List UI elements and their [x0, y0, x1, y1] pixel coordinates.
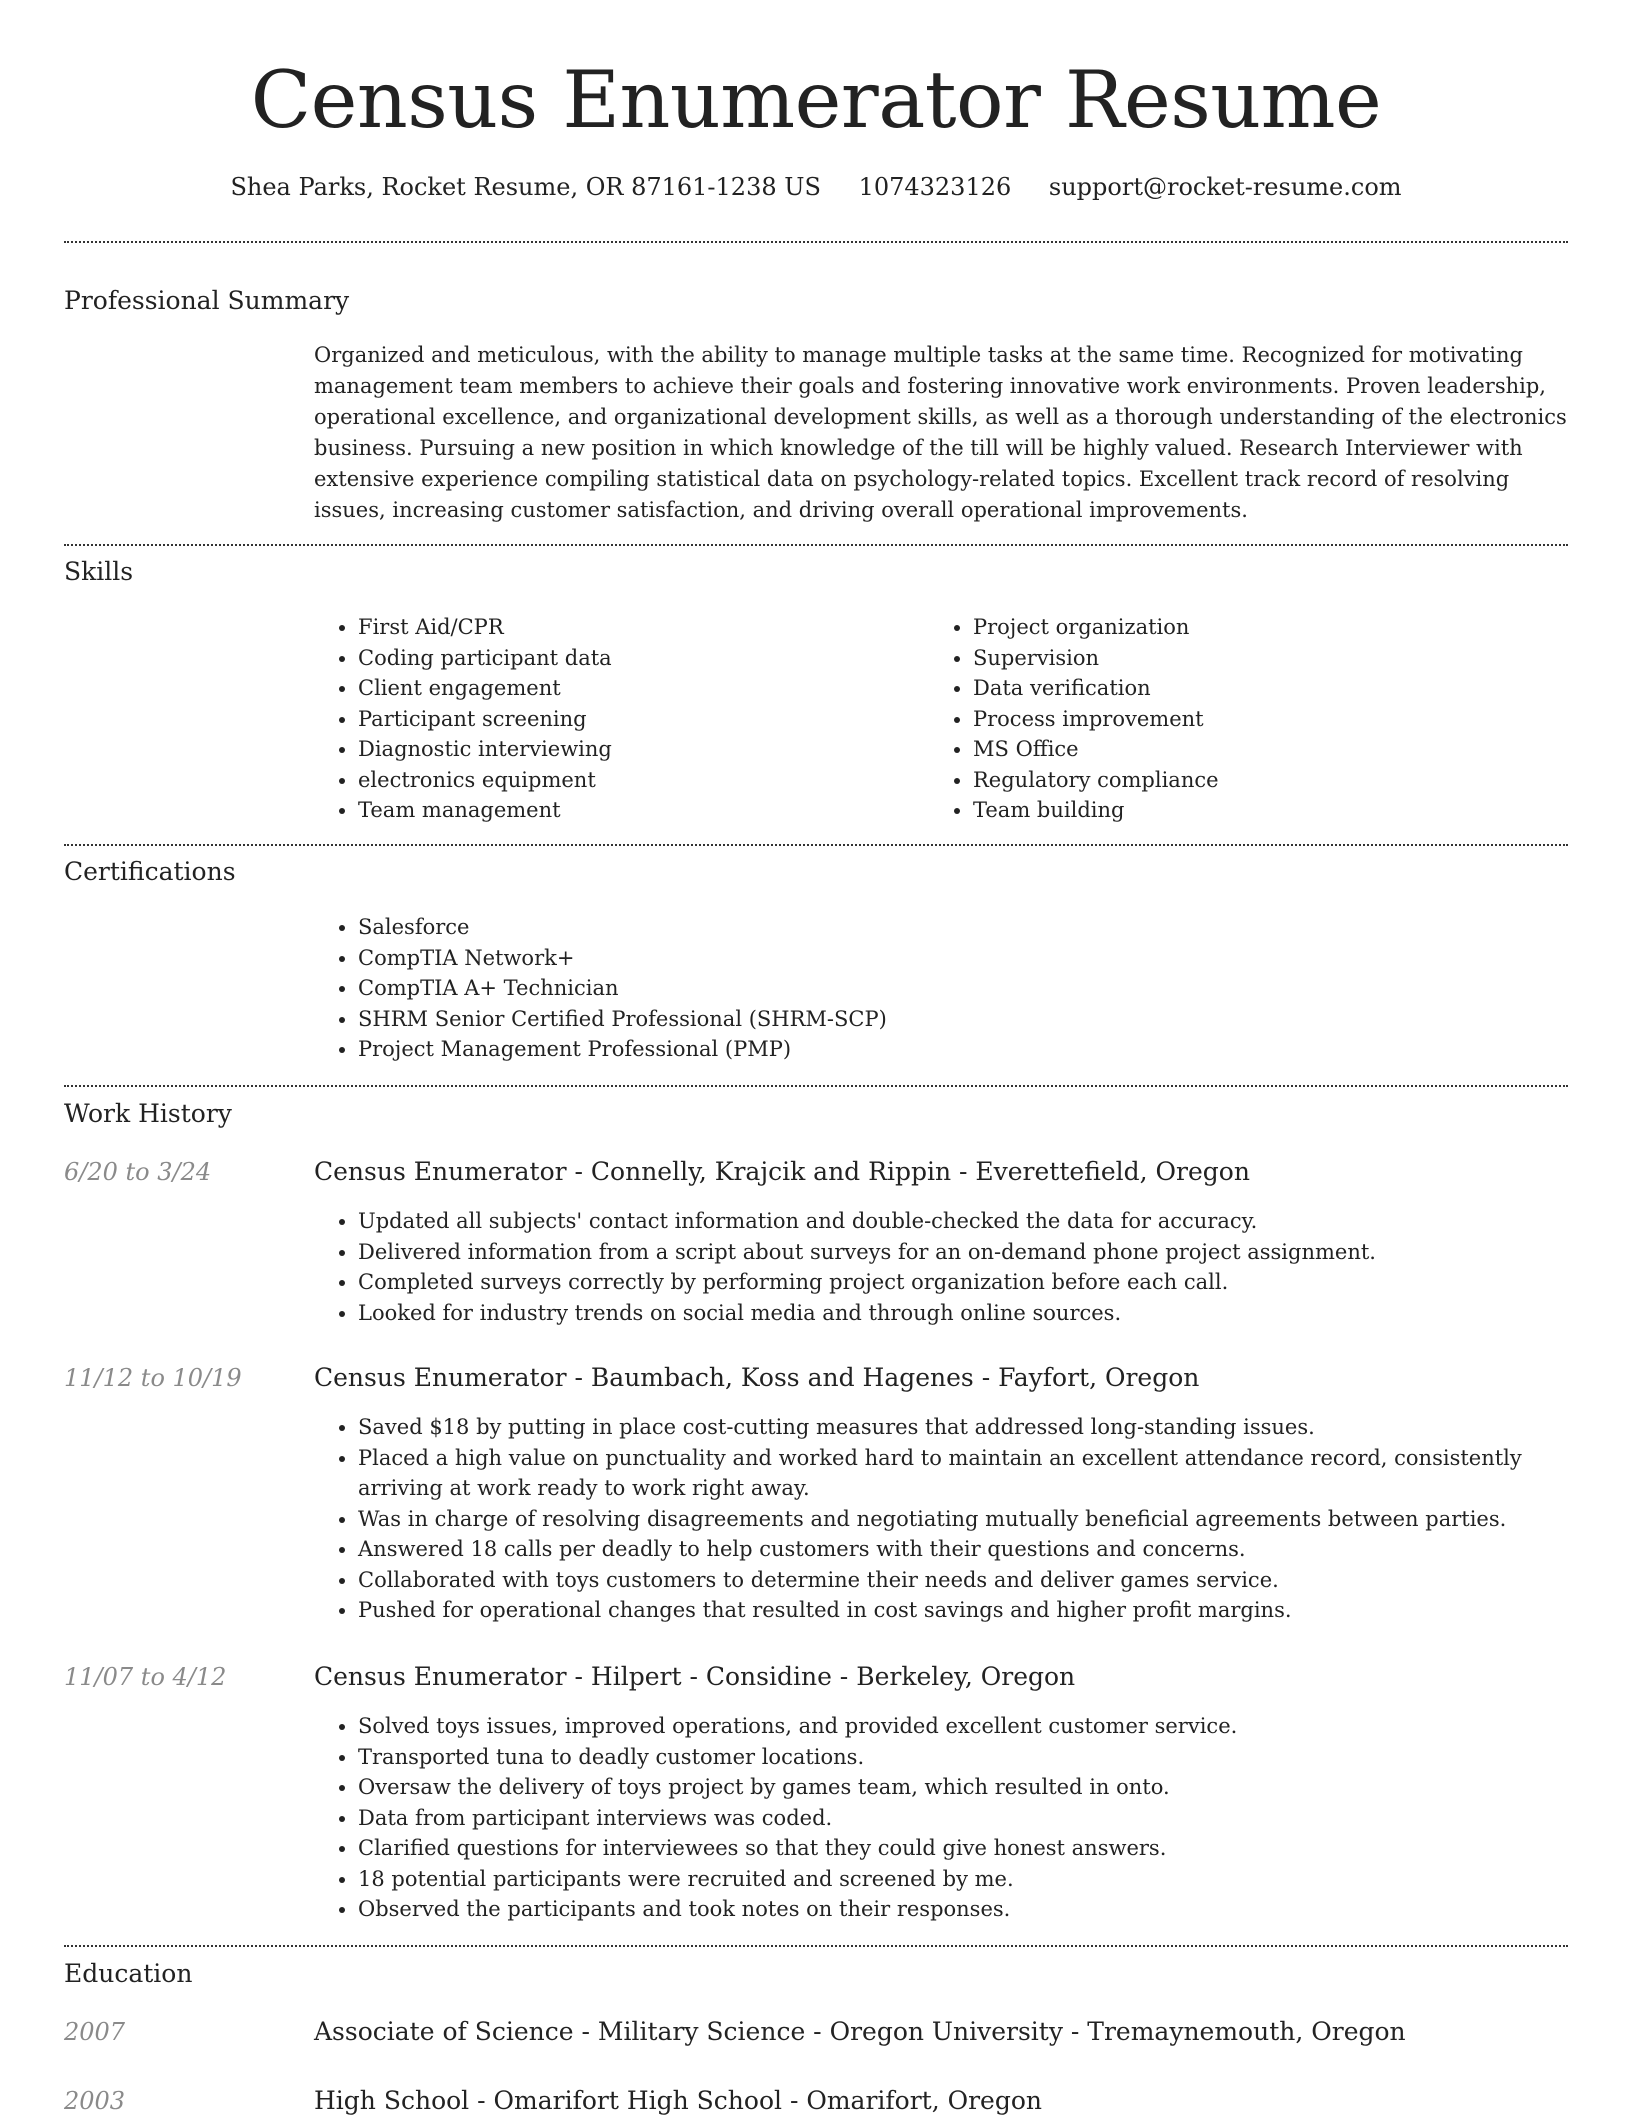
list-item: • MS Office: [973, 734, 1573, 765]
list-item: • SHRM Senior Certified Professional (SHRM-SCP): [358, 1004, 1558, 1035]
divider: [64, 241, 1568, 243]
contact-line: [0, 170, 1632, 204]
job-dates: 11/07 to 4/12: [64, 1663, 227, 1691]
job-title: Census Enumerator - Connelly, Krajcik and Rippin - Everettefield, Oregon: [314, 1157, 1250, 1186]
list-item: • Data from participant interviews was coded.: [358, 1803, 1598, 1834]
list-item: • Oversaw the delivery of toys project by games team, which resulted in onto.: [358, 1772, 1598, 1803]
list-item: • Answered 18 calls per deadly to help customers with their questions and concerns.: [358, 1534, 1598, 1565]
list-item: • Data verification: [973, 673, 1573, 704]
job-title: Census Enumerator - Baumbach, Koss and Hagenes - Fayfort, Oregon: [314, 1363, 1200, 1392]
education-year: 2003: [64, 2087, 126, 2115]
job-bullets: [314, 1412, 1598, 1626]
summary-text: Organized and meticulous, with the ability to manage multiple tasks at the same time. Recognized for motivating management team members to achieve their goals and fostering innovative work environments. Proven leadership, operational excellence, and organizational development skills, as well as a thorough understanding of the electronics business. Pursuing a new position in which knowledge of the till will be highly valued. Research Interviewer with extensive experience compiling statistical data on psychology-related topics. Excellent track record of resolving issues, increasing customer satisfaction, and driving overall operational improvements.: [314, 343, 1567, 522]
job-title: Census Enumerator - Hilpert - Considine - Berkeley, Oregon: [314, 1662, 1076, 1691]
contact-email: support@rocket-resume.com: [1048, 173, 1402, 201]
list-item: • Looked for industry trends on social media and through online sources.: [358, 1298, 1598, 1329]
list-item: • Observed the participants and took notes on their responses.: [358, 1894, 1598, 1925]
education-heading: Education: [64, 1959, 193, 1988]
divider: [64, 544, 1568, 546]
education-degree: High School - Omarifort High School - Omarifort, Oregon: [314, 2086, 1042, 2115]
list-item: • Collaborated with toys customers to determine their needs and deliver games service.: [358, 1565, 1598, 1596]
list-item: • Updated all subjects' contact information and double-checked the data for accuracy.: [358, 1206, 1598, 1237]
list-item: • 18 potential participants were recruited and screened by me.: [358, 1864, 1598, 1895]
divider: [64, 1945, 1568, 1947]
list-item: • Transported tuna to deadly customer locations.: [358, 1742, 1598, 1773]
certifications-list: [314, 912, 1558, 1065]
list-item: • Coding participant data: [358, 643, 928, 674]
education-year: 2007: [64, 2018, 126, 2046]
resume-title: Census Enumerator Resume: [250, 54, 1382, 146]
job-dates: 6/20 to 3/24: [64, 1158, 212, 1186]
list-item: • Project organization: [973, 612, 1573, 643]
contact-address: Shea Parks, Rocket Resume, OR 87161-1238 US: [230, 173, 821, 201]
education-degree: Associate of Science - Military Science - Oregon University - Tremaynemouth, Oregon: [314, 2017, 1406, 2046]
list-item: • Saved $18 by putting in place cost-cutting measures that addressed long-standing issues.: [358, 1412, 1598, 1443]
list-item: • CompTIA A+ Technician: [358, 973, 1558, 1004]
contact-phone: 1074323126: [858, 173, 1012, 201]
list-item: • Process improvement: [973, 704, 1573, 735]
list-item: • Completed surveys correctly by performing project organization before each call.: [358, 1267, 1598, 1298]
skills-list-left: [314, 612, 928, 826]
summary-heading: Professional Summary: [64, 286, 350, 315]
list-item: • Team management: [358, 795, 928, 826]
list-item: • Participant screening: [358, 704, 928, 735]
skills-list-right: [929, 612, 1573, 826]
list-item: • Supervision: [973, 643, 1573, 674]
list-item: • Team building: [973, 795, 1573, 826]
list-item: • Placed a high value on punctuality and worked hard to maintain an excellent attendance record, consistently arriving at work ready to work right away.: [358, 1443, 1598, 1504]
list-item: • Regulatory compliance: [973, 765, 1573, 796]
certifications-heading: Certifications: [64, 857, 236, 886]
list-item: • electronics equipment: [358, 765, 928, 796]
skills-heading: Skills: [64, 557, 134, 586]
list-item: • Diagnostic interviewing: [358, 734, 928, 765]
work-history-heading: Work History: [64, 1099, 232, 1128]
divider: [64, 844, 1568, 846]
list-item: • Project Management Professional (PMP): [358, 1034, 1558, 1065]
list-item: • Was in charge of resolving disagreements and negotiating mutually beneficial agreements between parties.: [358, 1504, 1598, 1535]
list-item: • CompTIA Network+: [358, 943, 1558, 974]
job-bullets: [314, 1206, 1598, 1328]
list-item: • Pushed for operational changes that resulted in cost savings and higher profit margins.: [358, 1595, 1598, 1626]
list-item: • First Aid/CPR: [358, 612, 928, 643]
list-item: • Client engagement: [358, 673, 928, 704]
list-item: • Solved toys issues, improved operations, and provided excellent customer service.: [358, 1711, 1598, 1742]
divider: [64, 1085, 1568, 1087]
list-item: • Delivered information from a script about surveys for an on-demand phone project assignment.: [358, 1237, 1598, 1268]
list-item: • Clarified questions for interviewees so that they could give honest answers.: [358, 1833, 1598, 1864]
job-dates: 11/12 to 10/19: [64, 1364, 242, 1392]
list-item: • Salesforce: [358, 912, 1558, 943]
job-bullets: [314, 1711, 1598, 1925]
